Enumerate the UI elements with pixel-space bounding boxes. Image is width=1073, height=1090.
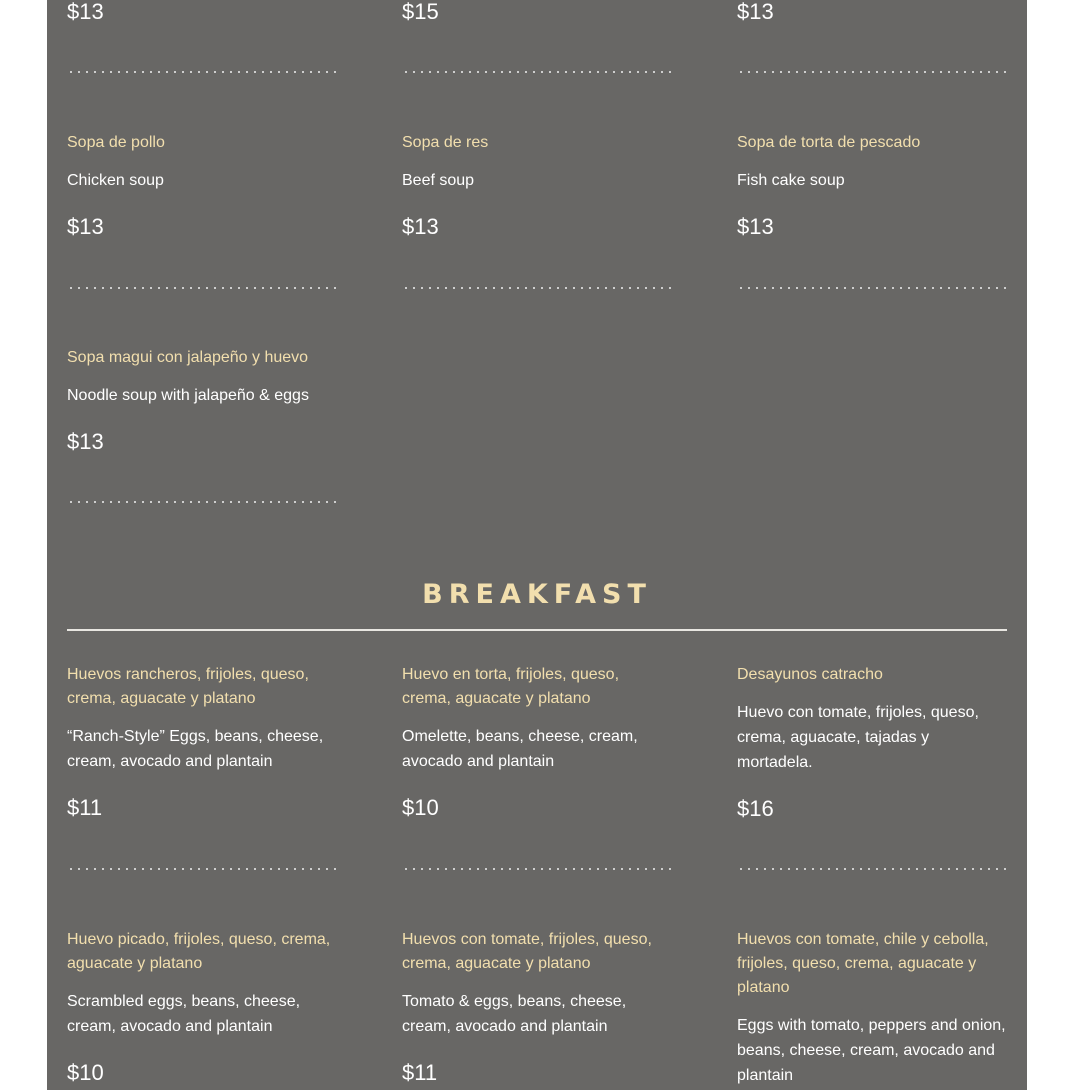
item-name: Sopa de pollo <box>67 134 165 151</box>
dotted-divider <box>67 868 337 870</box>
item-price: $11 <box>67 795 103 820</box>
dotted-divider <box>402 868 672 870</box>
item-name: Desayunos catracho <box>737 666 883 683</box>
menu-item-sopa-de-torta-de-pescado <box>737 131 1007 193</box>
item-name: Huevos rancheros, frijoles, queso, crema, aguacate y platano <box>67 666 309 707</box>
item-price: $11 <box>402 1060 438 1085</box>
item-description: Omelette, beans, cheese, cream, avocado and plantain <box>402 728 638 770</box>
dotted-divider <box>402 287 672 289</box>
item-description: “Ranch-Style” Eggs, beans, cheese, cream, avocado and plantain <box>67 728 324 770</box>
menu-item-huevos-con-tomate-chile-cebolla <box>737 928 1007 1088</box>
dotted-divider <box>67 501 337 503</box>
item-price: $13 <box>67 214 104 239</box>
item-name: Huevo picado, frijoles, queso, crema, aguacate y platano <box>67 931 331 972</box>
dotted-divider <box>737 868 1007 870</box>
item-description: Eggs with tomato, peppers and onion, beans, cheese, cream, avocado and plantain <box>737 1017 1006 1084</box>
menu-panel <box>47 0 1027 1090</box>
menu-item-huevos-rancheros <box>67 663 337 774</box>
item-name: Sopa de res <box>402 134 489 151</box>
item-price: $13 <box>67 429 104 454</box>
item-description: Beef soup <box>402 172 475 189</box>
section-divider <box>67 629 1007 631</box>
item-price: $10 <box>67 1060 104 1085</box>
item-description: Fish cake soup <box>737 172 845 189</box>
menu-item-desayunos-catracho <box>737 663 1007 775</box>
item-price: $13 <box>402 214 439 239</box>
section-title-breakfast: BREAKFAST <box>422 579 652 610</box>
dotted-divider <box>67 71 337 73</box>
item-price: $13 <box>737 214 774 239</box>
menu-item-sopa-magui <box>67 346 367 408</box>
item-price: $10 <box>402 795 439 820</box>
item-description: Chicken soup <box>67 172 164 189</box>
item-name: Sopa magui con jalapeño y huevo <box>67 349 309 366</box>
menu-item-sopa-de-pollo <box>67 131 337 193</box>
dotted-divider <box>402 71 672 73</box>
item-name: Huevos con tomate, frijoles, queso, crema, aguacate y platano <box>402 931 652 972</box>
dotted-divider <box>737 71 1007 73</box>
dotted-divider <box>67 287 337 289</box>
item-description: Noodle soup with jalapeño & eggs <box>67 387 309 404</box>
item-description: Tomato & eggs, beans, cheese, cream, avocado and plantain <box>402 993 627 1035</box>
top-item-1-price: $13 <box>67 0 104 24</box>
item-name: Sopa de torta de pescado <box>737 134 921 151</box>
item-description: Scrambled eggs, beans, cheese, cream, avocado and plantain <box>67 993 301 1035</box>
top-item-3-price: $13 <box>737 0 774 24</box>
dotted-divider <box>737 287 1007 289</box>
item-name: Huevo en torta, frijoles, queso, crema, aguacate y platano <box>402 666 620 707</box>
item-description: Huevo con tomate, frijoles, queso, crema, aguacate, tajadas y mortadela. <box>737 704 979 771</box>
item-price: $16 <box>737 796 774 821</box>
menu-item-huevo-picado <box>67 928 337 1039</box>
menu-item-huevos-con-tomate <box>402 928 672 1039</box>
item-name: Huevos con tomate, chile y cebolla, frijoles, queso, crema, aguacate y platano <box>737 931 989 996</box>
menu-item-huevo-en-torta <box>402 663 672 774</box>
menu-item-sopa-de-res <box>402 131 672 193</box>
top-item-2-price: $15 <box>402 0 439 24</box>
